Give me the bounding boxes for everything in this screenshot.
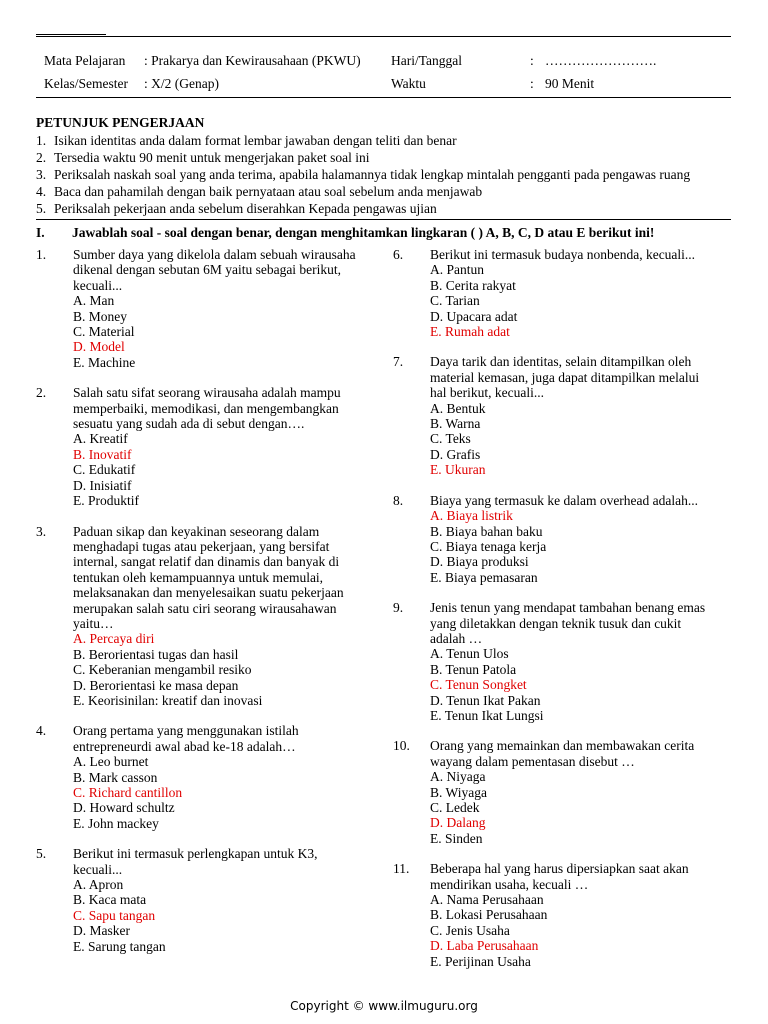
answer-option[interactable]: D. Biaya produksi bbox=[430, 554, 529, 570]
answer-option[interactable]: E. Perijinan Usaha bbox=[430, 953, 531, 969]
answer-option[interactable]: C. Keberanian mengambil resiko bbox=[73, 662, 252, 678]
question-item bbox=[393, 861, 738, 969]
instruction-item bbox=[36, 166, 736, 183]
answer-option[interactable]: A. Kreatif bbox=[73, 431, 128, 447]
instruction-number: 2. bbox=[36, 150, 47, 165]
answer-option[interactable]: C. Edukatif bbox=[73, 462, 136, 478]
answer-option[interactable]: C. Ledek bbox=[430, 800, 480, 815]
answer-option[interactable]: A. Apron bbox=[73, 877, 124, 893]
section-rule bbox=[36, 219, 731, 220]
question-stem-line: Biaya yang termasuk ke dalam overhead adalah... bbox=[430, 492, 699, 508]
answer-option[interactable]: D. Inisiatif bbox=[73, 477, 132, 493]
top-rule-short bbox=[36, 34, 106, 35]
question-item bbox=[393, 738, 738, 846]
answer-option-correct[interactable]: C. Tenun Songket bbox=[430, 677, 527, 693]
answer-option[interactable]: D. Tenun Ikat Pakan bbox=[430, 692, 541, 708]
header-bottom-rule bbox=[36, 97, 731, 98]
question-stem-line: material kemasan, juga dapat ditampilkan melalui bbox=[430, 369, 700, 385]
answer-option[interactable]: B. Tenun Patola bbox=[430, 661, 517, 677]
answer-option[interactable]: A. Tenun Ulos bbox=[430, 646, 509, 662]
question-stem-line: internal, sangat relatif dan dinamis dan banyak di bbox=[73, 554, 340, 570]
instruction-item bbox=[36, 132, 736, 149]
question-item bbox=[36, 524, 381, 709]
question-item bbox=[393, 493, 738, 585]
time-label: Waktu bbox=[391, 76, 426, 91]
section-title: Jawablah soal - soal dengan benar, dengan menghitamkan lingkaran ( ) A, B, C, D atau E berikut ini! bbox=[72, 225, 655, 240]
instruction-item bbox=[36, 200, 736, 217]
question-stem-line: menghadapi tugas atau pekerjaan, yang bersifat bbox=[73, 538, 330, 554]
answer-option-correct[interactable]: A. Biaya listrik bbox=[430, 508, 513, 524]
answer-option[interactable]: D. Grafis bbox=[430, 446, 481, 462]
answer-option[interactable]: A. Bentuk bbox=[430, 400, 486, 416]
question-item bbox=[36, 846, 381, 954]
answer-option[interactable]: B. Kaca mata bbox=[73, 892, 147, 908]
answer-option-correct[interactable]: E. Rumah adat bbox=[430, 324, 510, 340]
answer-option-correct[interactable]: B. Inovatif bbox=[73, 446, 132, 462]
answer-option[interactable]: A. Man bbox=[73, 293, 115, 309]
answer-option[interactable]: E. Tenun Ikat Lungsi bbox=[430, 707, 544, 723]
question-stem-line: wayang dalam pementasan disebut … bbox=[430, 753, 635, 769]
answer-option[interactable]: E. Keorisinilan: kreatif dan inovasi bbox=[73, 692, 263, 708]
question-stem-line: Orang yang memainkan dan membawakan cerita bbox=[430, 738, 695, 754]
question-stem-line: Salah satu sifat seorang wirausaha adalah mampu bbox=[73, 385, 341, 401]
instruction-number: 1. bbox=[36, 133, 47, 148]
instruction-number: 5. bbox=[36, 201, 47, 216]
question-stem-line: melaksanakan dan menyelesaikan suatu pekerjaan bbox=[73, 585, 344, 601]
answer-option[interactable]: E. John mackey bbox=[73, 815, 159, 831]
answer-option-correct[interactable]: D. Model bbox=[73, 339, 125, 355]
question-stem-line: Berikut ini termasuk perlengkapan untuk K3, bbox=[73, 846, 318, 862]
answer-option[interactable]: D. Masker bbox=[73, 923, 130, 939]
section-heading bbox=[36, 225, 654, 241]
header-top-rule bbox=[36, 36, 731, 37]
question-stem-line: hal berikut, kecuali... bbox=[430, 385, 544, 401]
question-stem-line: Orang pertama yang menggunakan istilah bbox=[73, 723, 299, 739]
answer-option-correct[interactable]: E. Ukuran bbox=[430, 462, 486, 478]
question-stem-line: mendirikan usaha, kecuali … bbox=[430, 876, 589, 892]
time-value: 90 Menit bbox=[545, 76, 595, 91]
question-stem-line: Beberapa hal yang harus dipersiapkan saat akan bbox=[430, 861, 689, 877]
answer-option[interactable]: B. Berorientasi tugas dan hasil bbox=[73, 646, 239, 662]
answer-option[interactable]: D. Howard schultz bbox=[73, 800, 175, 816]
question-stem-line: Daya tarik dan identitas, selain ditampilkan oleh bbox=[430, 354, 692, 370]
instruction-item bbox=[36, 149, 736, 166]
question-item bbox=[393, 600, 738, 723]
class-label: Kelas/Semester bbox=[44, 76, 128, 91]
answer-option[interactable]: A. Niyaga bbox=[430, 769, 486, 785]
question-stem-line: dikenal dengan sebutan 6M yaitu sebagai berikut, bbox=[73, 262, 342, 278]
question-stem-line: Jenis tenun yang mendapat tambahan benang emas bbox=[430, 600, 706, 616]
answer-option[interactable]: B. Warna bbox=[430, 416, 481, 432]
instructions-title: PETUNJUK PENGERJAAN bbox=[36, 115, 205, 130]
answer-option[interactable]: B. Lokasi Perusahaan bbox=[430, 907, 548, 923]
question-number: 5. bbox=[36, 846, 47, 862]
answer-option[interactable]: C. Biaya tenaga kerja bbox=[430, 538, 547, 554]
instruction-number: 3. bbox=[36, 167, 47, 182]
answer-option[interactable]: B. Cerita rakyat bbox=[430, 277, 516, 293]
question-stem-line: Sumber daya yang dikelola dalam sebuah wirausaha bbox=[73, 247, 356, 262]
question-stem-line: memperbaiki, memodikasi, dan mengembangkan bbox=[73, 400, 339, 416]
question-stem-line: sesuatu yang sudah ada di sebut dengan…. bbox=[73, 416, 305, 432]
time-colon: : bbox=[530, 76, 534, 91]
question-number: 8. bbox=[393, 492, 404, 508]
section-number: I. bbox=[36, 225, 45, 240]
instruction-text: Baca dan pahamilah dengan baik pernyataan atau soal sebelum anda menjawab bbox=[54, 184, 483, 199]
copyright-footer: Copyright © www.ilmuguru.org bbox=[290, 999, 478, 1013]
answer-option[interactable]: B. Money bbox=[73, 308, 127, 324]
question-number: 6. bbox=[393, 247, 404, 262]
answer-option[interactable]: C. Tarian bbox=[430, 293, 480, 309]
answer-option[interactable]: D. Upacara adat bbox=[430, 308, 518, 324]
instruction-text: Isikan identitas anda dalam format lembar jawaban dengan teliti dan benar bbox=[54, 133, 457, 148]
subject-value: : Prakarya dan Kewirausahaan (PKWU) bbox=[144, 53, 361, 68]
answer-option[interactable]: E. Machine bbox=[73, 354, 136, 370]
answer-option[interactable]: E. Sinden bbox=[430, 830, 483, 846]
answer-option[interactable]: B. Mark casson bbox=[73, 769, 158, 785]
date-value: ……………………. bbox=[545, 53, 657, 68]
question-item bbox=[393, 354, 738, 477]
question-number: 11. bbox=[393, 861, 410, 877]
question-stem-line: yang diletakkan dengan teknik tusuk dan cukit bbox=[430, 615, 682, 631]
question-stem-line: kecuali... bbox=[73, 277, 123, 293]
question-item bbox=[393, 247, 738, 339]
question-item bbox=[36, 247, 381, 370]
question-number: 4. bbox=[36, 723, 47, 739]
answer-option[interactable]: A. Nama Perusahaan bbox=[430, 892, 544, 908]
instruction-text: Periksalah naskah soal yang anda terima, apabila halamannya tidak lengkap mintalah pengganti pada pengawas ruang bbox=[54, 167, 691, 182]
answer-option[interactable]: C. Teks bbox=[430, 431, 471, 447]
question-stem-line: entrepreneurdi awal abad ke-18 adalah… bbox=[73, 738, 296, 754]
question-number: 10. bbox=[393, 738, 410, 754]
date-colon: : bbox=[530, 53, 534, 68]
subject-label: Mata Pelajaran bbox=[44, 53, 126, 68]
answer-option[interactable]: D. Berorientasi ke masa depan bbox=[73, 677, 239, 693]
answer-option[interactable]: B. Biaya bahan baku bbox=[430, 523, 543, 539]
answer-option-correct[interactable]: C. Richard cantillon bbox=[73, 785, 183, 800]
question-number: 9. bbox=[393, 600, 404, 616]
answer-option[interactable]: E. Biaya pemasaran bbox=[430, 569, 538, 585]
instruction-text: Periksalah pekerjaan anda sebelum diserahkan Kepada pengawas ujian bbox=[54, 201, 437, 216]
question-number: 7. bbox=[393, 354, 404, 370]
class-value: : X/2 (Genap) bbox=[144, 76, 219, 91]
question-stem-line: merupakan salah satu ciri seorang wirausahawan bbox=[73, 600, 337, 616]
answer-option[interactable]: C. Material bbox=[73, 324, 135, 340]
question-number: 2. bbox=[36, 385, 47, 401]
answer-option[interactable]: A. Leo burnet bbox=[73, 754, 149, 770]
instruction-text: Tersedia waktu 90 menit untuk mengerjakan paket soal ini bbox=[54, 150, 370, 165]
answer-option[interactable]: A. Pantun bbox=[430, 262, 484, 278]
answer-option-correct[interactable]: A. Percaya diri bbox=[73, 631, 155, 647]
date-label: Hari/Tanggal bbox=[391, 53, 463, 68]
questions-right-column bbox=[393, 247, 738, 969]
question-item bbox=[36, 385, 381, 508]
answer-option[interactable]: C. Jenis Usaha bbox=[430, 922, 510, 938]
question-stem-line: Berikut ini termasuk budaya nonbenda, kecuali... bbox=[430, 247, 696, 262]
question-stem-line: kecuali... bbox=[73, 861, 123, 877]
question-stem-line: yaitu… bbox=[73, 615, 114, 631]
answer-option-correct[interactable]: D. Laba Perusahaan bbox=[430, 938, 539, 954]
question-stem-line: tentukan oleh kemampuannya untuk memulai, bbox=[73, 569, 324, 585]
question-item bbox=[36, 723, 381, 831]
answer-option[interactable]: E. Sarung tangan bbox=[73, 938, 166, 954]
instructions-list bbox=[36, 132, 736, 217]
instruction-item bbox=[36, 183, 736, 200]
question-stem-line: adalah … bbox=[430, 630, 483, 646]
question-number: 3. bbox=[36, 523, 47, 539]
answer-option-correct[interactable]: D. Dalang bbox=[430, 815, 486, 831]
answer-option-correct[interactable]: C. Sapu tangan bbox=[73, 907, 156, 923]
questions-left-column bbox=[36, 247, 381, 954]
answer-option[interactable]: E. Produktif bbox=[73, 493, 139, 509]
answer-option[interactable]: B. Wiyaga bbox=[430, 784, 487, 800]
question-number: 1. bbox=[36, 247, 47, 262]
question-stem-line: Paduan sikap dan keyakinan seseorang dalam bbox=[73, 523, 320, 539]
instruction-number: 4. bbox=[36, 184, 47, 199]
